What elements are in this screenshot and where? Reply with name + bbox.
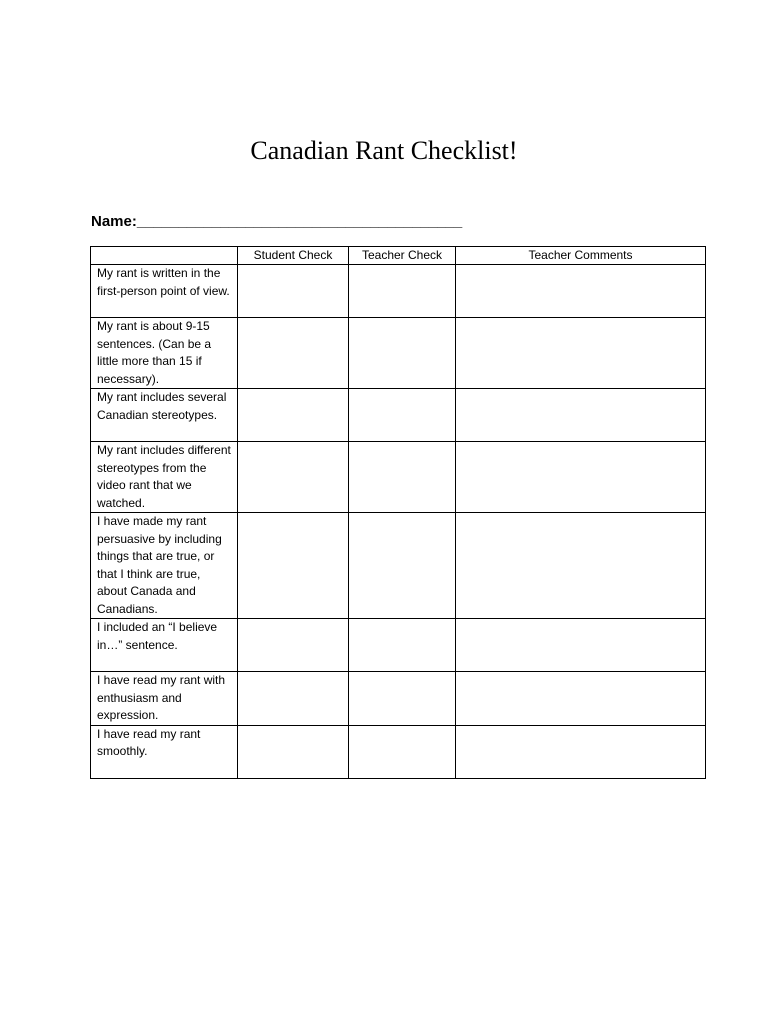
student-check-cell[interactable]: [238, 265, 349, 318]
teacher-comments-cell[interactable]: [456, 672, 706, 726]
table-row: [91, 725, 706, 778]
student-check-cell[interactable]: [238, 513, 349, 619]
teacher-check-cell[interactable]: [349, 318, 456, 389]
criteria-cell: I included an “I believe in…” sentence.: [91, 619, 238, 672]
header-teacher-check: Teacher Check: [349, 247, 456, 265]
teacher-check-cell[interactable]: [349, 619, 456, 672]
table-row: [91, 265, 706, 318]
checklist-table: [90, 246, 706, 779]
criteria-cell: I have made my rant persuasive by including things that are true, or that I think are true, about Canada and Canadians.: [91, 513, 238, 619]
header-teacher-comments: Teacher Comments: [456, 247, 706, 265]
criteria-cell: My rant includes several Canadian stereotypes.: [91, 389, 238, 442]
table-row: [91, 442, 706, 513]
header-criteria: [91, 247, 238, 265]
table-row: [91, 672, 706, 726]
teacher-comments-cell[interactable]: [456, 619, 706, 672]
teacher-check-cell[interactable]: [349, 725, 456, 778]
name-label: Name:: [91, 213, 137, 230]
criteria-cell: I have read my rant smoothly.: [91, 725, 238, 778]
criteria-cell: My rant is about 9-15 sentences. (Can be a little more than 15 if necessary).: [91, 318, 238, 389]
criteria-cell: My rant is written in the first-person point of view.: [91, 265, 238, 318]
teacher-comments-cell[interactable]: [456, 442, 706, 513]
teacher-check-cell[interactable]: [349, 513, 456, 619]
table-row: [91, 389, 706, 442]
table-row: [91, 318, 706, 389]
table-row: [91, 619, 706, 672]
student-check-cell[interactable]: [238, 672, 349, 726]
teacher-comments-cell[interactable]: [456, 513, 706, 619]
teacher-check-cell[interactable]: [349, 442, 456, 513]
table-header-row: [91, 247, 706, 265]
teacher-comments-cell[interactable]: [456, 318, 706, 389]
student-check-cell[interactable]: [238, 442, 349, 513]
page-title: Canadian Rant Checklist!: [250, 136, 518, 165]
criteria-cell: I have read my rant with enthusiasm and expression.: [91, 672, 238, 726]
teacher-check-cell[interactable]: [349, 672, 456, 726]
teacher-comments-cell[interactable]: [456, 725, 706, 778]
header-student-check: Student Check: [238, 247, 349, 265]
teacher-check-cell[interactable]: [349, 265, 456, 318]
student-check-cell[interactable]: [238, 725, 349, 778]
table-row: [91, 513, 706, 619]
name-field[interactable]: [91, 212, 462, 232]
name-blank-line[interactable]: _______________________________________: [136, 213, 463, 230]
teacher-comments-cell[interactable]: [456, 265, 706, 318]
teacher-comments-cell[interactable]: [456, 389, 706, 442]
student-check-cell[interactable]: [238, 318, 349, 389]
criteria-cell: My rant includes different stereotypes from the video rant that we watched.: [91, 442, 238, 513]
teacher-check-cell[interactable]: [349, 389, 456, 442]
student-check-cell[interactable]: [238, 619, 349, 672]
student-check-cell[interactable]: [238, 389, 349, 442]
